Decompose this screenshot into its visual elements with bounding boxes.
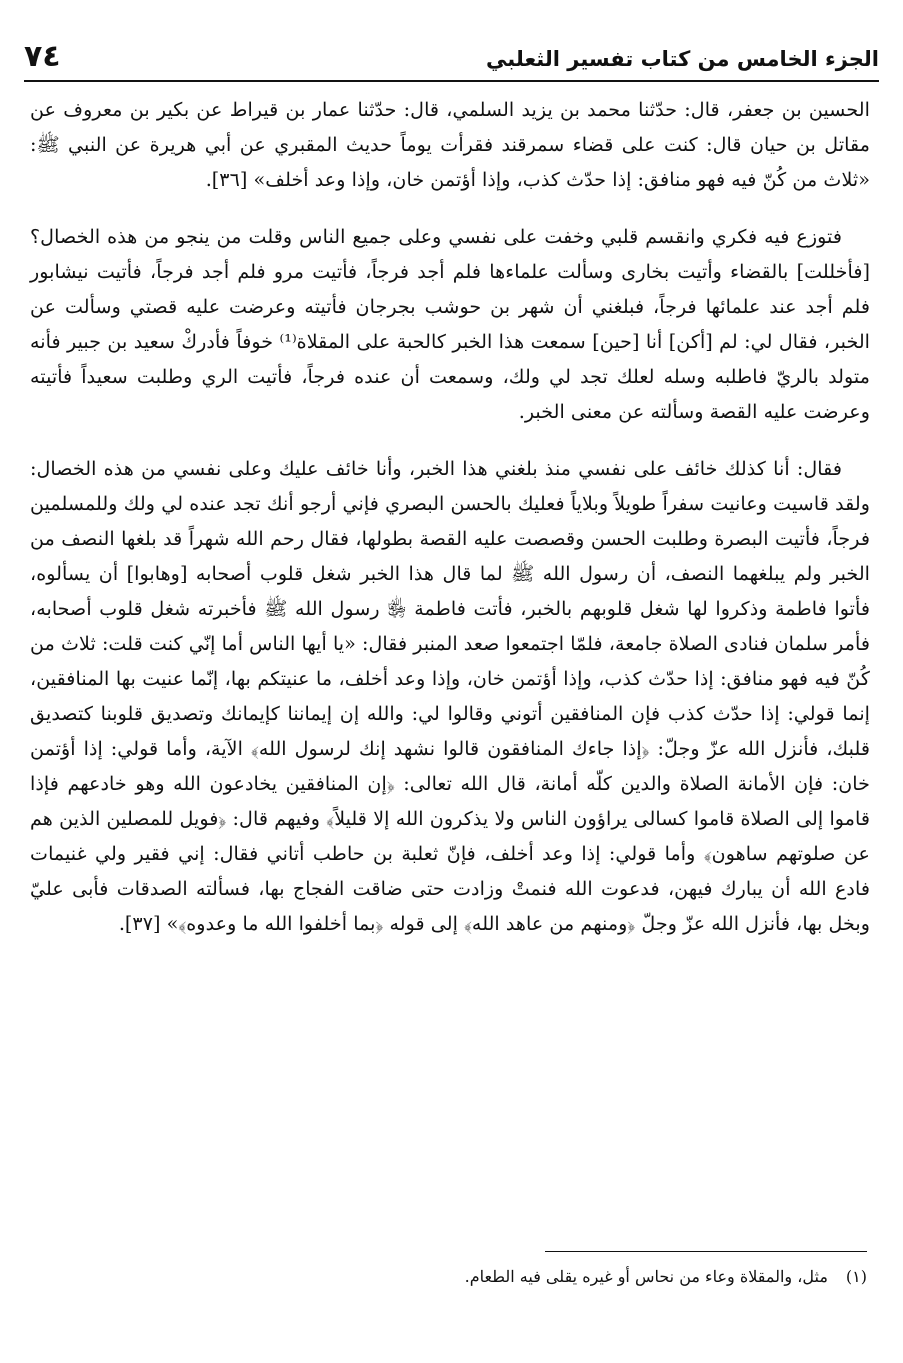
footnote-divider (545, 1251, 867, 1252)
main-text (30, 92, 870, 963)
page-number: ٧٤ (24, 39, 61, 74)
footnote-marker: (١) (845, 1267, 867, 1286)
running-title: الجزء الخامس من كتاب تفسير الثعلبي (486, 46, 879, 71)
paragraph-1: الحسين بن جعفر، قال: حدّثنا محمد بن يزيد السلمي، قال: حدّثنا عمار بن قيراط عن بكير بن معروف عن مقاتل بن حيان قال: كنت على قضاء سمرقند فقرأت يوماً حديث المقبري عن أبي هريرة عن النبي ﷺ: «ثلاث من كُنّ فيه فهو منافق: إذا حدّث كذب، وإذا أؤتمن خان، وإذا وعد أخلف» [٣٦]. (30, 98, 870, 191)
paragraph-2: فتوزع فيه فكري وانقسم قلبي وخفت على نفسي وعلى جميع الناس وقلت من ينجو من هذه الخصال؟ [فأخللت] بالقضاء وأتيت بخارى وسألت علماءها فلم أجد فرجاً، فأتيت مرو فلم أجد فرجاً، فأتيت نيشابور فلم أجد عند علمائها فرجاً، فبلغني أن شهر بن حوشب بجرجان فأتيته وعرضت عليه قصتي وسألت عن الخبر، فقال لي: لم [أكن] أنا [حين] سمعت هذا الخبر كالحبة على المقلاة⁽¹⁾ خوفاً فأدركْ سعيد بن جبير فأنه متولد بالريّ فاطلبه وسله لعلك تجد لي ولك، وسمعت أن عنده فرجاً، فأتيت الري وطلبت سعيداً فأتيته وعرضت عليه القصة وسألته عن معنى الخبر. (30, 225, 871, 423)
footnote-text: مثل، والمقلاة وعاء من نحاس أو غيره يقلى فيه الطعام. (464, 1267, 828, 1286)
header-divider (24, 80, 879, 82)
page-header (24, 22, 879, 78)
paragraph-3: فقال: أنا كذلك خائف على نفسي منذ بلغني هذا الخبر، وأنا خائف عليك وعلى نفسي من هذه الخصال: ولقد قاسيت وعانيت سفراً طويلاً وبلاياً فعليك بالحسن البصري فإني أرجو أنك تجد عنده لي ولك وللمسلمين فرجاً، فأتيت البصرة وطلبت الحسن وقصصت عليه القصة بطولها، فقال رحم الله شهراً قد بلغها النصف من الخبر ولم يبلغهما النصف، أن رسول الله ﷺ لما قال هذا الخبر شغل قلوب أصحابه [وهابوا] أن يسألوه، فأتوا فاطمة وذكروا لها شغل قلوبهم بالخبر، فأتت فاطمة ﵂ رسول الله ﷺ فأخبرته شغل قلوب أصحابه، فأمر سلمان فنادى الصلاة جامعة، فلمّا اجتمعوا صعد المنبر فقال: «يا أيها الناس أما إنّي كنت قلت: ثلاث من كُنّ فيه فهو منافق: إذا حدّث كذب، وإذا أؤتمن خان، وإذا وعد أخلف، ما عنيتكم بها، إنّما عنيت بها المنافقين، إنما قولي: إذا حدّث كذب فإن المنافقين أتوني وقالوا لي: والله إن إيماننا كإيمانك وتصديق قلوبنا كتصديق قلبك، فأنزل الله عزّ وجلّ: ﴿إذا جاءك المنافقون قالوا نشهد إنك لرسول الله﴾ الآية، وأما قولي: إذا أؤتمن خان: فإن الأمانة الصلاة والدين كلّه أمانة، قال الله تعالى: ﴿إن المنافقين يخادعون الله وهو خادعهم فإذا قاموا إلى الصلاة قاموا كسالى يراؤون الناس ولا يذكرون الله إلا قليلاً﴾ وفيهم قال: ﴿فويل للمصلين الذين هم عن صلوتهم ساهون﴾ وأما قولي: إذا وعد أخلف، فإنّ ثعلبة بن حاطب أتاني فقال: إني فقير ولي غنيمات فادع الله أن يبارك فيهن، فدعوت الله فنمتْ وزادت حتى ضاقت الفجاج بها، فسألته الصدقات فأبى عليّ وبخل بها، فأنزل الله عزّ وجلّ ﴿ومنهم من عاهد الله﴾ إلى قوله ﴿بما أخلفوا الله ما وعدوه﴾» [٣٧]. (30, 457, 870, 935)
footnote (47, 1265, 867, 1289)
